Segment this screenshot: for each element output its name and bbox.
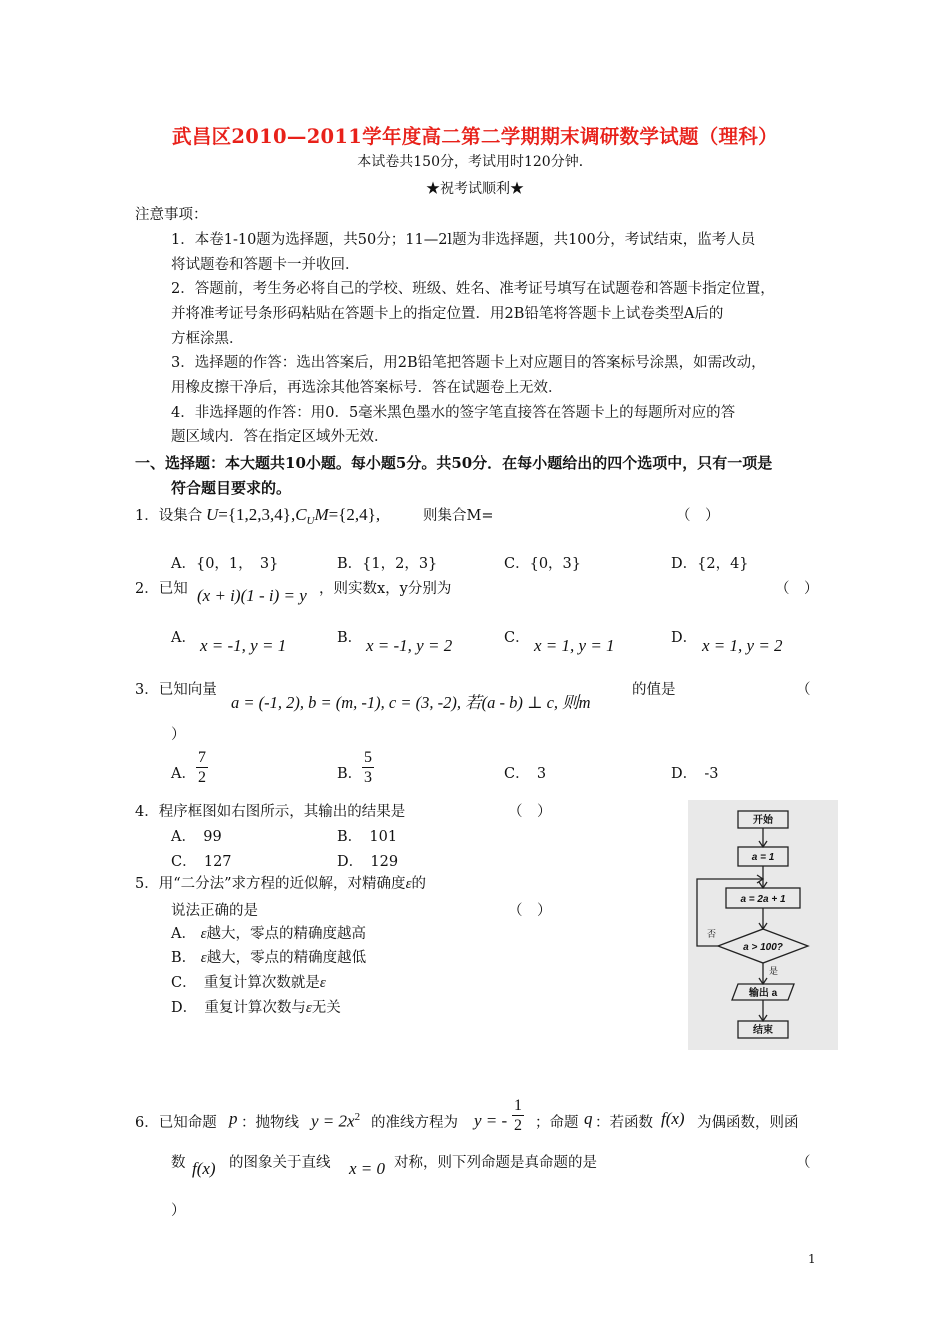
q2-option-c: x = 1, y = 1	[534, 636, 615, 655]
q1-math-sub: U	[306, 515, 315, 528]
q5-stem-text: 5．用“二分法”求方程的近似解，对精确度	[135, 876, 406, 892]
q4-option-a: A． 99	[171, 829, 222, 845]
notice-heading: 注意事项：	[135, 207, 208, 223]
q5-option-b-text: 越大，零点的精确度越低	[206, 950, 367, 966]
q3-option-a-label: A．	[171, 766, 196, 782]
q3-option-b-label: B．	[337, 766, 363, 782]
q3-option-a-frac	[196, 748, 208, 787]
q5-option-a	[171, 922, 366, 943]
notice-line: 1．本卷1-10题为选择题，共50分；11—2l题为非选择题，共100分，考试结束，监考人员	[171, 232, 756, 248]
flowchart-end-label: 结束	[753, 1025, 773, 1036]
flowchart-condition-label: a > 100?	[743, 942, 783, 953]
frac-denominator: 2	[514, 1117, 522, 1134]
q1-option-c: C．{0，3}	[504, 556, 581, 572]
notice-line: 将试题卷和答题卡一并收回．	[171, 257, 360, 273]
epsilon-symbol: ε	[305, 1000, 312, 1016]
flowchart-svg	[688, 800, 838, 1050]
q5-stem	[135, 872, 426, 893]
q3-bracket-close: ）	[171, 727, 186, 743]
flowchart-init-label: a = 1	[751, 852, 775, 863]
q3-stem: 3．已知向量	[135, 682, 217, 698]
q6-frac	[512, 1096, 524, 1135]
flowchart-figure	[688, 800, 838, 1050]
q1-math-m: M	[314, 505, 329, 524]
notice-line: 3．选择题的作答：选出答案后，用2B铅笔把答题卡上对应题目的答案标号涂黑，如需改动，	[171, 355, 766, 371]
exam-title: 武昌区2010—2011学年度高二第二学期期末调研数学试题（理科）	[172, 125, 778, 148]
q6-directrix: y = -	[474, 1111, 508, 1130]
frac-numerator: 1	[514, 1097, 522, 1114]
epsilon-symbol: ε	[405, 876, 412, 892]
exam-subtitle: 本试卷共150分，考试用时120分钟．	[357, 154, 593, 170]
q5-option-d-text: D． 重复计算次数与	[171, 1000, 306, 1016]
q6-fx: f(x)	[192, 1159, 216, 1178]
q6-text: ；命题	[535, 1115, 579, 1131]
q6-bracket-open: （	[796, 1155, 811, 1171]
q6-text: 对称，则下列命题是真命题的是	[394, 1155, 597, 1171]
q5-option-b-label: B．	[171, 950, 197, 966]
flowchart-no-label: 否	[707, 929, 717, 939]
q5-stem-cont: 说法正确的是	[171, 903, 258, 919]
q6-bracket-close: ）	[171, 1203, 186, 1219]
notice-line: 4．非选择题的作答：用0．5毫米黑色墨水的签字笔直接答在答题卡上的每题所对应的答	[171, 405, 736, 421]
q2-option-a-label: A．	[171, 630, 196, 646]
q6-text: 的图象关于直线	[229, 1155, 331, 1171]
q5-option-c	[171, 971, 326, 992]
notice-line: 方框涂黑．	[171, 331, 244, 347]
q2-option-b: x = -1, y = 2	[366, 636, 453, 655]
q3-option-d: D． -3	[671, 766, 719, 782]
q3-bracket-open: （	[796, 682, 811, 698]
epsilon-symbol: ε	[200, 926, 207, 942]
q2-option-a: x = -1, y = 1	[200, 636, 287, 655]
q4-option-b: B． 101	[337, 829, 398, 845]
q2-answer-bracket: （ ）	[775, 581, 819, 597]
q1-answer-bracket: （ ）	[676, 508, 720, 524]
q6-stem-start: 6．已知命题	[135, 1115, 217, 1131]
q6-text: 数	[171, 1155, 186, 1171]
q1-formula	[206, 505, 380, 527]
q5-stem-tail: 的	[411, 876, 426, 892]
q6-text: 为偶函数，则函	[697, 1115, 799, 1131]
q2-option-b-label: B．	[337, 630, 363, 646]
q6-parabola	[311, 1111, 360, 1131]
q5-option-d	[171, 996, 341, 1017]
q3-formula: a = (-1, 2), b = (m, -1), c = (3, -2), 若(a - b) ⊥ c, 则m	[231, 693, 591, 712]
q6-parabola-eq: y = 2x	[311, 1111, 355, 1131]
q1-math-set2: ={2,4},	[328, 505, 381, 524]
q2-tail: ，则实数x，y分别为	[319, 581, 452, 597]
section-heading: 一、选择题：本大题共10小题。每小题5分。共50分．在每小题给出的四个选项中，只有一项是	[135, 454, 773, 472]
q3-option-b-frac	[362, 748, 374, 787]
q6-text: ：若函数	[595, 1115, 653, 1131]
frac-denominator: 3	[364, 769, 372, 786]
q1-math-set1: ={1,2,3,4},	[218, 505, 296, 524]
notice-line: 2．答题前，考生务必将自己的学校、班级、姓名、准考证号填写在试题卷和答题卡指定位置，	[171, 281, 775, 297]
flowchart-update-label: a = 2a + 1	[740, 894, 786, 905]
q6-fx: f(x)	[661, 1109, 685, 1128]
notice-line: 题区域内．答在指定区域外无效．	[171, 429, 389, 445]
q4-option-c: C． 127	[171, 854, 232, 870]
flowchart-start-label: 开始	[753, 815, 773, 826]
q6-text: ：抛物线	[241, 1115, 299, 1131]
epsilon-symbol: ε	[200, 950, 207, 966]
notice-line: 用橡皮擦干净后，再选涂其他答案标号．答在试题卷上无效．	[171, 380, 563, 396]
good-luck-line: ★祝考试顺利★	[426, 181, 524, 197]
epsilon-symbol: ε	[319, 975, 326, 991]
q5-option-a-text: 越大，零点的精确度越高	[206, 926, 367, 942]
q1-math-u: U	[206, 505, 219, 524]
q1-math-c: C	[295, 505, 307, 524]
frac-denominator: 2	[198, 769, 206, 786]
q6-q: q	[584, 1109, 593, 1128]
q2-option-d: x = 1, y = 2	[702, 636, 783, 655]
q6-text: 的准线方程为	[371, 1115, 458, 1131]
q1-option-b: B．{1，2，3}	[337, 556, 438, 572]
q6-line-eq: x = 0	[349, 1159, 386, 1178]
q1-option-a: A．{0，1， 3}	[171, 556, 279, 572]
page-number: 1	[808, 1252, 816, 1266]
q2-option-d-label: D．	[671, 630, 698, 646]
flowchart-yes-label: 是	[769, 966, 779, 976]
q5-option-d-tail: 无关	[311, 1000, 341, 1016]
q1-stem: 1．设集合	[135, 508, 203, 524]
q5-option-a-label: A．	[171, 926, 196, 942]
q4-option-d: D． 129	[337, 854, 399, 870]
q4-stem: 4．程序框图如右图所示，其输出的结果是	[135, 804, 406, 820]
q4-answer-bracket: （ ）	[508, 804, 552, 820]
q5-answer-bracket: （ ）	[508, 903, 552, 919]
q5-option-b	[171, 946, 366, 967]
notice-line: 并将准考证号条形码粘贴在答题卡上的指定位置．用2B铅笔将答题卡上试卷类型A后的	[171, 306, 724, 322]
frac-numerator: 5	[364, 749, 372, 766]
q2-formula: (x + i)(1 - i) = y	[197, 586, 307, 605]
q3-option-c: C． 3	[504, 766, 547, 782]
q3-tail: 的值是	[632, 682, 676, 698]
frac-numerator: 7	[198, 749, 206, 766]
q6-p: p	[229, 1109, 238, 1128]
q1-option-d: D．{2，4}	[671, 556, 749, 572]
section-heading-cont: 符合题目要求的。	[171, 479, 292, 497]
q5-option-c-text: C． 重复计算次数就是	[171, 975, 320, 991]
q2-option-c-label: C．	[504, 630, 530, 646]
q1-tail: 则集合M=	[423, 508, 494, 524]
q2-stem: 2．已知	[135, 581, 188, 597]
flowchart-output-label: 输出 a	[748, 988, 778, 999]
q6-square: 2	[354, 1111, 361, 1123]
